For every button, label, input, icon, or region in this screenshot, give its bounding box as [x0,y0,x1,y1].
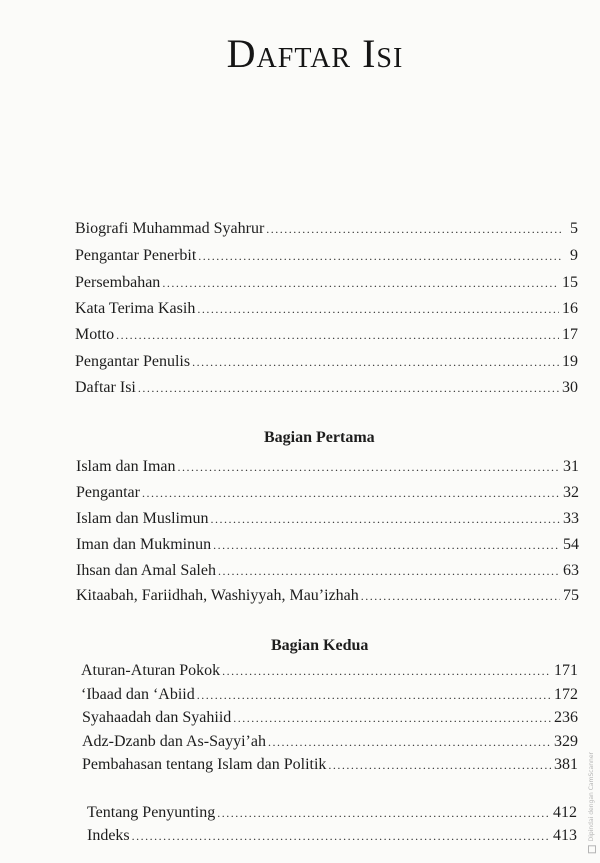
dot-leader [197,299,559,319]
dot-leader [192,352,559,372]
toc-entry-label: Kitaabah, Fariidhah, Washiyyah, Mau’izhah [76,587,359,604]
toc-entry-label: Motto [75,326,115,343]
section-heading-part-one: Bagian Pertama [264,429,375,446]
dot-leader [266,219,561,239]
dot-leader [198,246,561,266]
dot-leader [132,826,550,846]
toc-entry-label: Daftar Isi [75,379,136,396]
toc-entry-page: 381 [554,756,578,773]
section-heading-part-two: Bagian Kedua [271,637,369,654]
toc-entry [75,325,578,347]
toc-entry [76,561,579,583]
toc-entry-label: Adz-Dzanb dan As-Sayyi’ah [82,733,266,750]
toc-entry-label: Persembahan [75,274,161,291]
toc-entry [75,378,578,400]
toc-entry-page: 5 [570,220,578,237]
toc-entry-page: 413 [553,827,577,844]
toc-entry [75,273,578,295]
toc-entry [76,483,579,505]
toc-entry-label: Syahaadah dan Syahiid [82,709,232,726]
dot-leader [197,685,551,705]
toc-entry-label: Tentang Penyunting [87,804,216,821]
toc-entry [76,535,579,557]
toc-entry-label: ‘Ibaad dan ‘Abiid [81,686,195,703]
scan-watermark [588,752,596,853]
dot-leader [218,561,560,581]
toc-entry [87,826,577,848]
toc-entry-label: Pembahasan tentang Islam dan Politik [82,756,327,773]
dot-leader [142,483,560,503]
toc-entry-page: 17 [562,326,578,343]
toc-entry [76,586,579,608]
toc-entry-label: Islam dan Iman [76,458,176,475]
toc-entry-page: 32 [563,484,579,501]
toc-entry-label: Pengantar [76,484,140,501]
toc-entry-page: 236 [554,709,578,726]
toc-entry-label: Pengantar Penulis [75,353,191,370]
toc-entry-page: 9 [570,247,578,264]
dot-leader [361,586,560,606]
toc-entry-page: 16 [562,300,578,317]
dot-leader [268,732,551,752]
toc-entry [76,509,579,531]
toc-entry [87,803,577,825]
toc-entry-label: Indeks [87,827,130,844]
toc-entry-label: Biografi Muhammad Syahrur [75,220,265,237]
toc-entry-page: 412 [553,804,577,821]
scan-watermark-text: Dipindai dengan CamScanner [588,752,595,842]
scanner-logo-icon [588,845,596,853]
page-title: Daftar Isi [226,31,404,76]
toc-entry-label: Islam dan Muslimun [76,510,209,527]
toc-entry-label: Kata Terima Kasih [75,300,196,317]
toc-entry-page: 63 [563,562,579,579]
dot-leader [217,803,550,823]
toc-entry [75,299,578,321]
dot-leader [213,535,560,555]
toc-entry [75,219,578,241]
toc-entry [75,246,578,268]
toc-entry-page: 30 [562,379,578,396]
dot-leader [162,273,559,293]
toc-entry [76,457,579,479]
toc-entry [82,708,578,730]
toc-entry-page: 31 [563,458,579,475]
toc-entry-label: Aturan-Aturan Pokok [81,662,221,679]
dot-leader [138,378,559,398]
toc-entry-page: 329 [554,733,578,750]
toc-entry-label: Ihsan dan Amal Saleh [76,562,216,579]
dot-leader [328,755,551,775]
toc-entry [81,661,578,683]
toc-entry-label: Iman dan Mukminun [76,536,212,553]
dot-leader [222,661,551,681]
toc-entry [81,685,578,707]
toc-entry-page: 172 [554,686,578,703]
toc-entry-page: 75 [563,587,579,604]
dot-leader [233,708,551,728]
toc-entry-page: 171 [554,662,578,679]
toc-entry [82,732,578,754]
dot-leader [116,325,559,345]
toc-entry-page: 15 [562,274,578,291]
toc-entry-page: 54 [563,536,579,553]
toc-entry [82,755,578,777]
dot-leader [178,457,560,477]
dot-leader [210,509,560,529]
toc-entry [75,352,578,374]
toc-entry-label: Pengantar Penerbit [75,247,197,264]
toc-entry-page: 33 [563,510,579,527]
toc-entry-page: 19 [562,353,578,370]
